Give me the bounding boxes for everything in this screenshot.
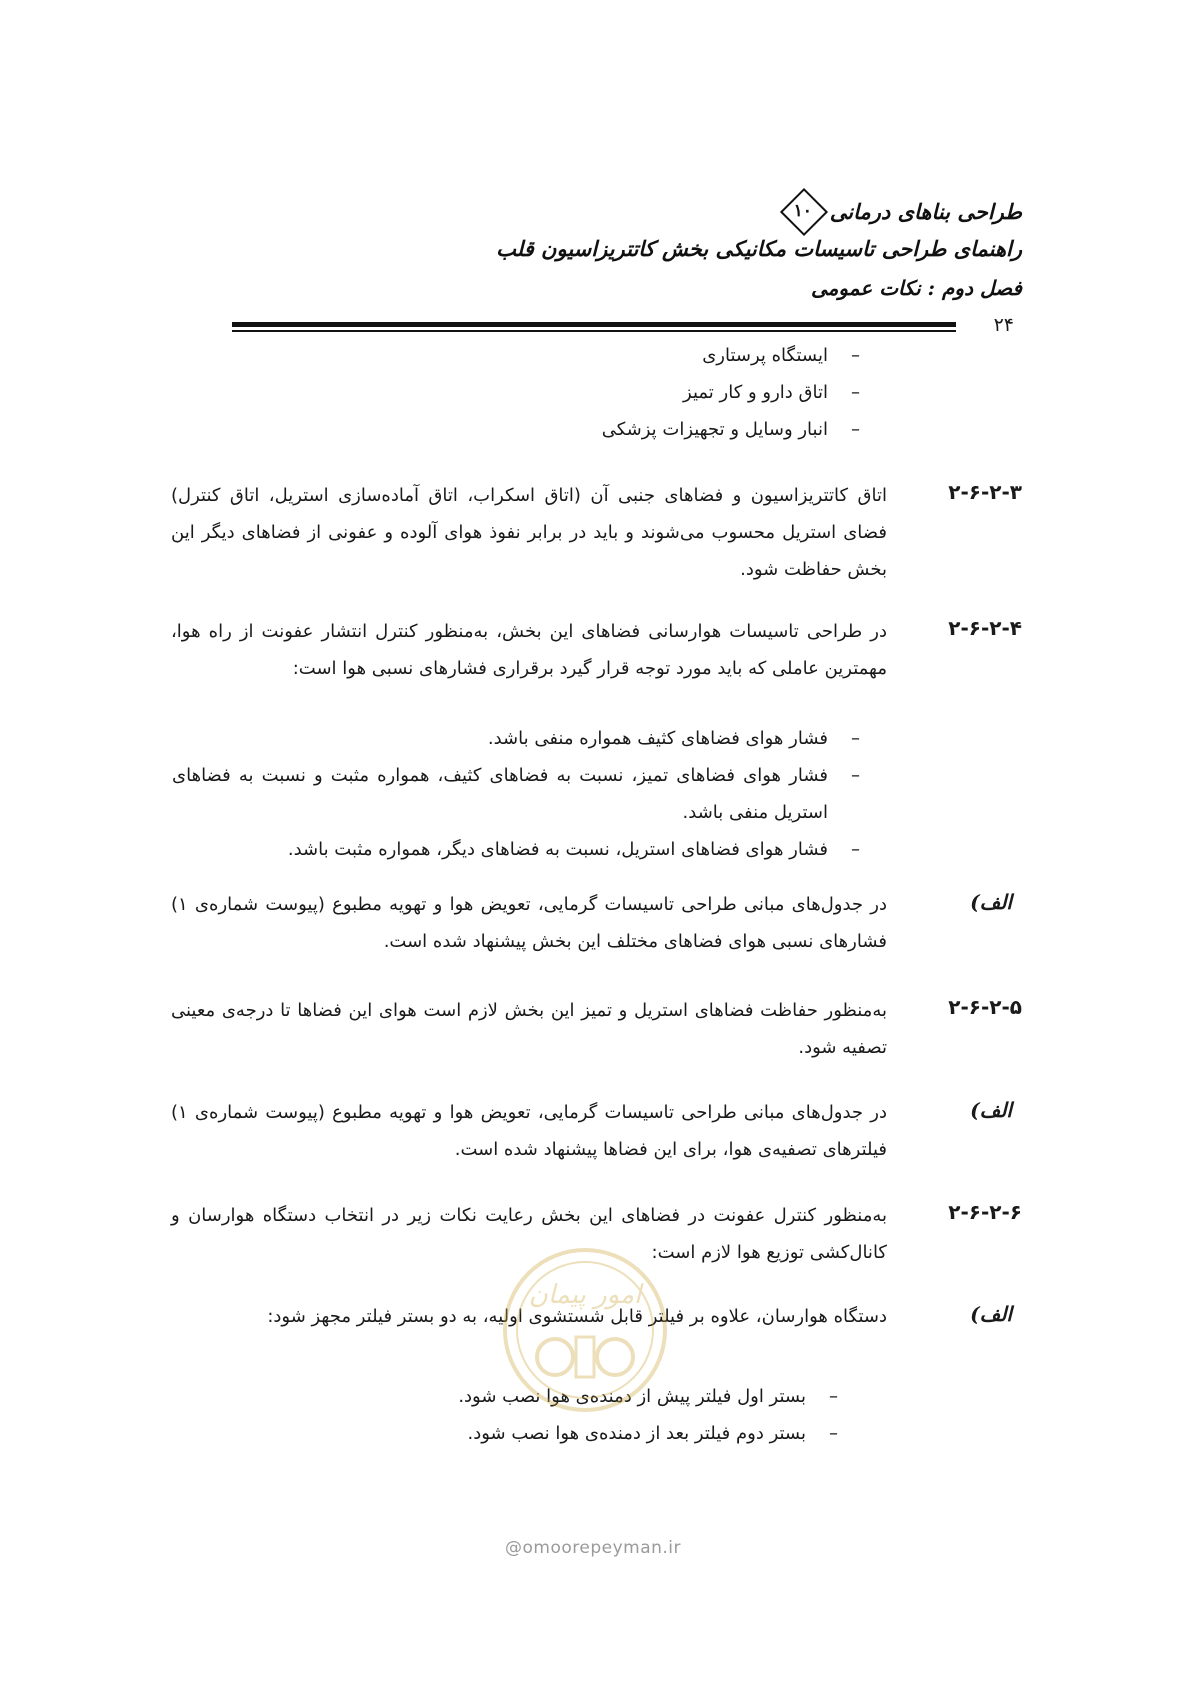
page-number: ۲۴ (993, 314, 1014, 336)
watermark-logo-text: امور پیمان (528, 1280, 642, 1310)
subsection-text: در جدول‌های مبانی طراحی تاسیسات گرمایی، تعویض هوا و تهویه مطبوع (پیوست شماره‌ی ۱) فشارهای نسبی هوای فضاهای مختلف این بخش پیشنهاد شده است. (171, 894, 887, 952)
list-item: – بستر دوم فیلتر بعد از دمنده‌ی هوا نصب شود. (318, 1415, 838, 1452)
list-item: – ایستگاه پرستاری (360, 337, 860, 374)
list-item: – انبار وسایل و تجهیزات پزشکی (360, 411, 860, 448)
section-text: اتاق کاتتریزاسیون و فضاهای جنبی آن (اتاق اسکراب، اتاق آماده‌سازی استریل، اتاق کنترل) فضای استریل محسوب می‌شوند و باید در برابر نفوذ هوای آلوده و عفونی از فضاهای دیگر این بخش حفاظت شود. (171, 485, 887, 580)
section-number: ۲-۶-۲-۵ (948, 995, 1022, 1019)
section-number: ۲-۶-۲-۳ (948, 480, 1022, 504)
watermark-site: @omoorepeyman.ir (505, 1538, 682, 1558)
section-text: به‌منظور حفاظت فضاهای استریل و تمیز این بخش لازم است هوای این فضاها تا درجه‌ی معینی تصفیه شود. (171, 1000, 887, 1058)
subsection-text: دستگاه هوارسان، علاوه بر فیلتر قابل شستشوی اولیه، به دو بستر فیلتر مجهز شود: (267, 1306, 887, 1327)
list-item: – اتاق دارو و کار تمیز (360, 374, 860, 411)
section-number: ۲-۶-۲-۶ (948, 1200, 1022, 1224)
top-bullet-list (360, 337, 860, 448)
pressure-bullet-list (172, 720, 860, 868)
book-title: راهنمای طراحی تاسیسات مکانیکی بخش کاتتریزاسیون قلب (496, 236, 1022, 261)
subsection-text: در جدول‌های مبانی طراحی تاسیسات گرمایی، تعویض هوا و تهویه مطبوع (پیوست شماره‌ی ۱) فیلترهای تصفیه‌ی هوا، برای این فضاها پیشنهاد شده است. (171, 1102, 887, 1160)
series-title-text: طراحی بناهای درمانی (829, 198, 1022, 224)
subsection-label: الف) (970, 1302, 1012, 1326)
series-number-badge (780, 188, 826, 234)
header-rule (232, 322, 956, 327)
section-text: به‌منظور کنترل عفونت در فضاهای این بخش رعایت نکات زیر در انتخاب دستگاه هوارسان و کانال‌کشی توزیع هوا لازم است: (171, 1205, 887, 1263)
list-item: – فشار هوای فضاهای تمیز، نسبت به فضاهای کثیف، همواره مثبت و نسبت به فضاهای استریل منفی باشد. (172, 757, 860, 831)
list-item: – فشار هوای فضاهای استریل، نسبت به فضاهای دیگر، همواره مثبت باشد. (172, 831, 860, 868)
list-item: – بستر اول فیلتر پیش از دمنده‌ی هوا نصب شود. (318, 1378, 838, 1415)
series-title (780, 188, 1022, 234)
series-number: ۱۰ (793, 201, 812, 221)
header-rule-thin (232, 330, 956, 332)
list-item: – فشار هوای فضاهای کثیف همواره منفی باشد. (172, 720, 860, 757)
watermark-logo (500, 1245, 670, 1415)
section-text: در طراحی تاسیسات هوارسانی فضاهای این بخش، به‌منظور کنترل انتشار عفونت از راه هوا، مهمترین عاملی که باید مورد توجه قرار گیرد برقراری فشارهای نسبی هوا است: (171, 621, 887, 679)
subsection-label: الف) (970, 890, 1012, 914)
chapter-title: فصل دوم : نکات عمومی (811, 276, 1022, 300)
subsection-label: الف) (970, 1098, 1012, 1122)
section-number: ۲-۶-۲-۴ (948, 616, 1022, 640)
